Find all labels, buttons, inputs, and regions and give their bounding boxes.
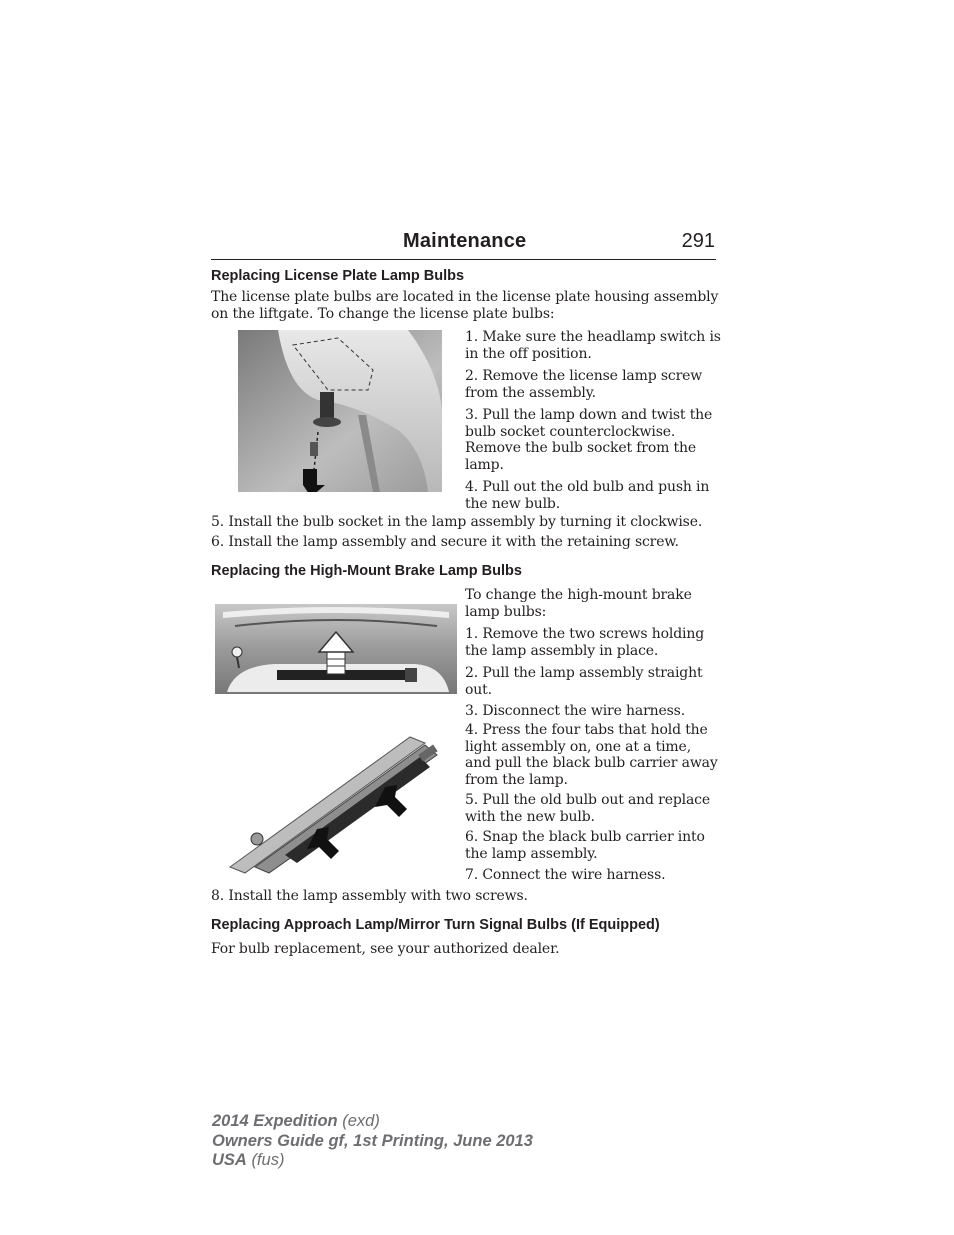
brake-lamp-removal-illustration xyxy=(215,604,457,694)
license-plate-intro: The license plate bulbs are located in the license plate housing assembly on the liftgate. To change the license plate bulbs: xyxy=(211,289,719,322)
brake-lamp-heading: Replacing the High-Mount Brake Lamp Bulbs xyxy=(211,563,522,579)
bulb-carrier-illustration xyxy=(225,727,447,875)
brake-step-5: 5. Pull the old bulb out and replace with the new bulb. xyxy=(465,792,711,825)
brake-step-2: 2. Pull the lamp assembly straight out. xyxy=(465,665,703,698)
footer-guide-line xyxy=(212,1132,533,1152)
page-number: 291 xyxy=(681,230,715,252)
footer-model-code: (exd) xyxy=(342,1112,380,1130)
footer-market-code: (fus) xyxy=(251,1151,285,1169)
license-step-3: 3. Pull the lamp down and twist the bulb socket counterclockwise. Remove the bulb socket from the lamp. xyxy=(465,407,713,473)
brake-step-7: 7. Connect the wire harness. xyxy=(465,867,666,883)
page-header xyxy=(211,229,716,260)
footer-market: USA xyxy=(212,1151,247,1169)
approach-lamp-heading: Replacing Approach Lamp/Mirror Turn Signal Bulbs (If Equipped) xyxy=(211,917,660,933)
license-step-6: 6. Install the lamp assembly and secure it with the retaining screw. xyxy=(211,534,679,550)
license-plate-heading: Replacing License Plate Lamp Bulbs xyxy=(211,268,465,284)
brake-step-8: 8. Install the lamp assembly with two screws. xyxy=(211,888,528,904)
section-title: Maintenance xyxy=(403,230,527,252)
brake-step-3: 3. Disconnect the wire harness. xyxy=(465,703,685,719)
brake-step-1: 1. Remove the two screws holding the lamp assembly in place. xyxy=(465,626,705,659)
page-footer xyxy=(212,1112,533,1171)
footer-guide: Owners Guide gf, 1st Printing, June 2013 xyxy=(212,1131,533,1150)
footer-model-line xyxy=(212,1112,533,1132)
brake-step-4: 4. Press the four tabs that hold the light assembly on, one at a time, and pull the black bulb carrier away from the lamp. xyxy=(465,722,718,788)
license-step-4: 4. Pull out the old bulb and push in the new bulb. xyxy=(465,479,710,512)
license-plate-lamp-illustration xyxy=(238,330,442,492)
license-step-5: 5. Install the bulb socket in the lamp assembly by turning it clockwise. xyxy=(211,514,703,530)
footer-market-line xyxy=(212,1151,533,1171)
license-step-1: 1. Make sure the headlamp switch is in the off position. xyxy=(465,329,721,362)
footer-model: 2014 Expedition xyxy=(212,1112,338,1130)
license-step-2: 2. Remove the license lamp screw from the assembly. xyxy=(465,368,703,401)
brake-intro: To change the high-mount brake lamp bulbs: xyxy=(465,587,692,620)
brake-step-6: 6. Snap the black bulb carrier into the lamp assembly. xyxy=(465,829,705,862)
approach-lamp-text: For bulb replacement, see your authorized dealer. xyxy=(211,941,560,957)
